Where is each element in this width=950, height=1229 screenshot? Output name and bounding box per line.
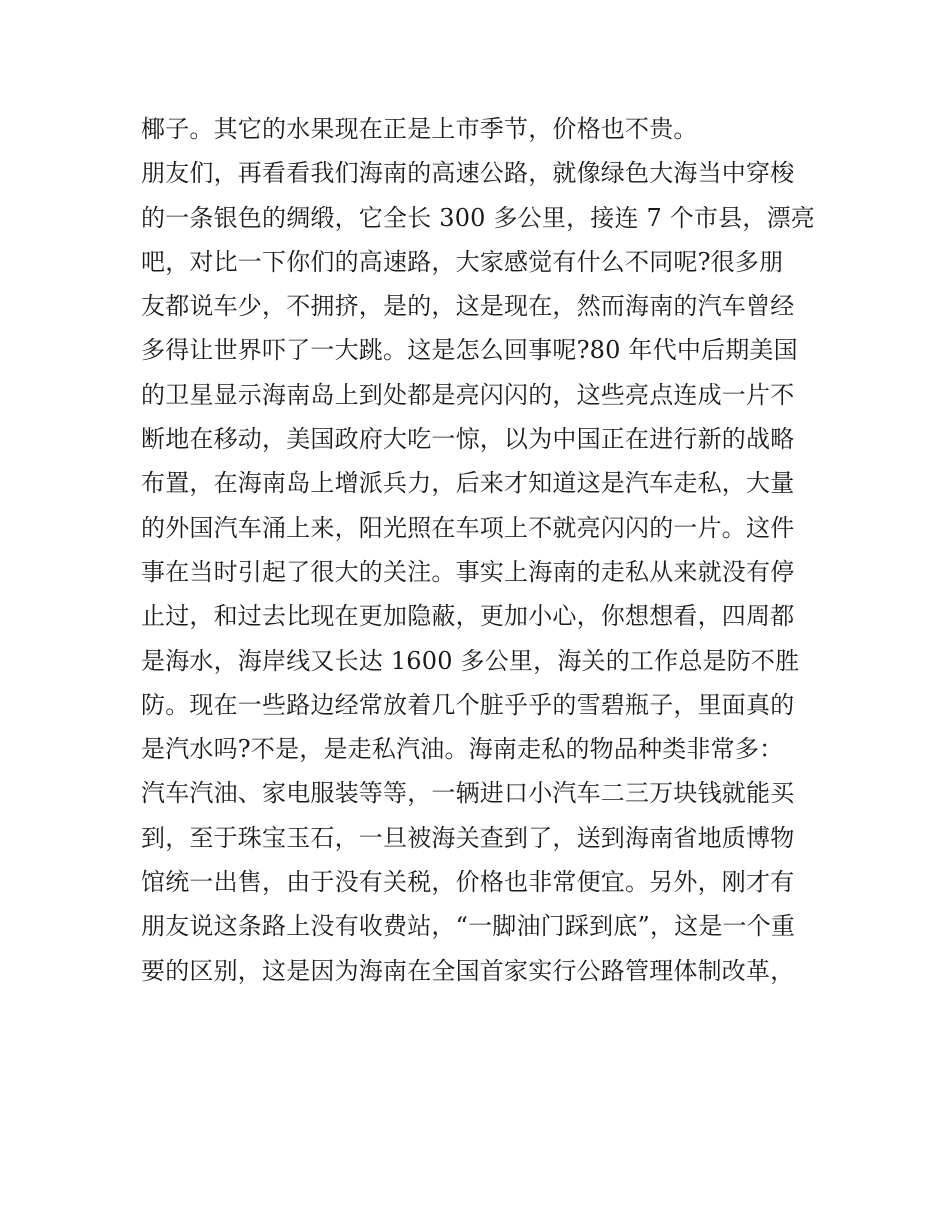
text-line: 止过，和过去比现在更加隐蔽，更加小心，你想想看，四周都: [141, 602, 795, 631]
text-line: 的一条银色的绸缎，它全长 300 多公里，接连 7 个市县，漂亮: [141, 203, 815, 232]
text-line: 防。现在一些路边经常放着几个脏乎乎的雪碧瓶子，里面真的: [141, 690, 795, 719]
text-line: 到，至于珠宝玉石，一旦被海关查到了，送到海南省地质博物: [141, 823, 795, 852]
text-line: 是海水，海岸线又长达 1600 多公里，海关的工作总是防不胜: [141, 646, 800, 675]
text-line: 椰子。其它的水果现在正是上市季节，价格也不贵。: [141, 115, 698, 143]
text-line: 是汽水吗?不是，是走私汽油。海南走私的物品种类非常多：: [141, 735, 784, 764]
text-line: 布置，在海南岛上增派兵力，后来才知道这是汽车走私，大量: [141, 469, 795, 498]
text-line: 的外国汽车涌上来，阳光照在车项上不就亮闪闪的一片。这件: [141, 513, 795, 542]
text-line: 要的区别，这是因为海南在全国首家实行公路管理体制改革，: [141, 956, 795, 985]
text-line: 多得让世界吓了一大跳。这是怎么回事呢?80 年代中后期美国: [141, 336, 798, 365]
body-text: [141, 107, 821, 993]
text-line: 馆统一出售，由于没有关税，价格也非常便宜。另外，刚才有: [141, 868, 795, 897]
text-line: 友都说车少，不拥挤，是的，这是现在，然而海南的汽车曾经: [141, 292, 795, 321]
text-line: 朋友们，再看看我们海南的高速公路，就像绿色大海当中穿梭: [141, 159, 795, 188]
text-line: 断地在移动，美国政府大吃一惊，以为中国正在进行新的战略: [141, 425, 795, 454]
text-line: 吧，对比一下你们的高速路，大家感觉有什么不同呢?很多朋: [141, 247, 784, 276]
text-line: 汽车汽油、家电服装等等，一辆进口小汽车二三万块钱就能买: [141, 779, 795, 808]
text-line: 的卫星显示海南岛上到处都是亮闪闪的，这些亮点连成一片不: [141, 380, 795, 409]
text-line: 事在当时引起了很大的关注。事实上海南的走私从来就没有停: [141, 557, 795, 586]
text-line: 朋友说这条路上没有收费站，“一脚油门踩到底”，这是一个重: [141, 912, 796, 941]
